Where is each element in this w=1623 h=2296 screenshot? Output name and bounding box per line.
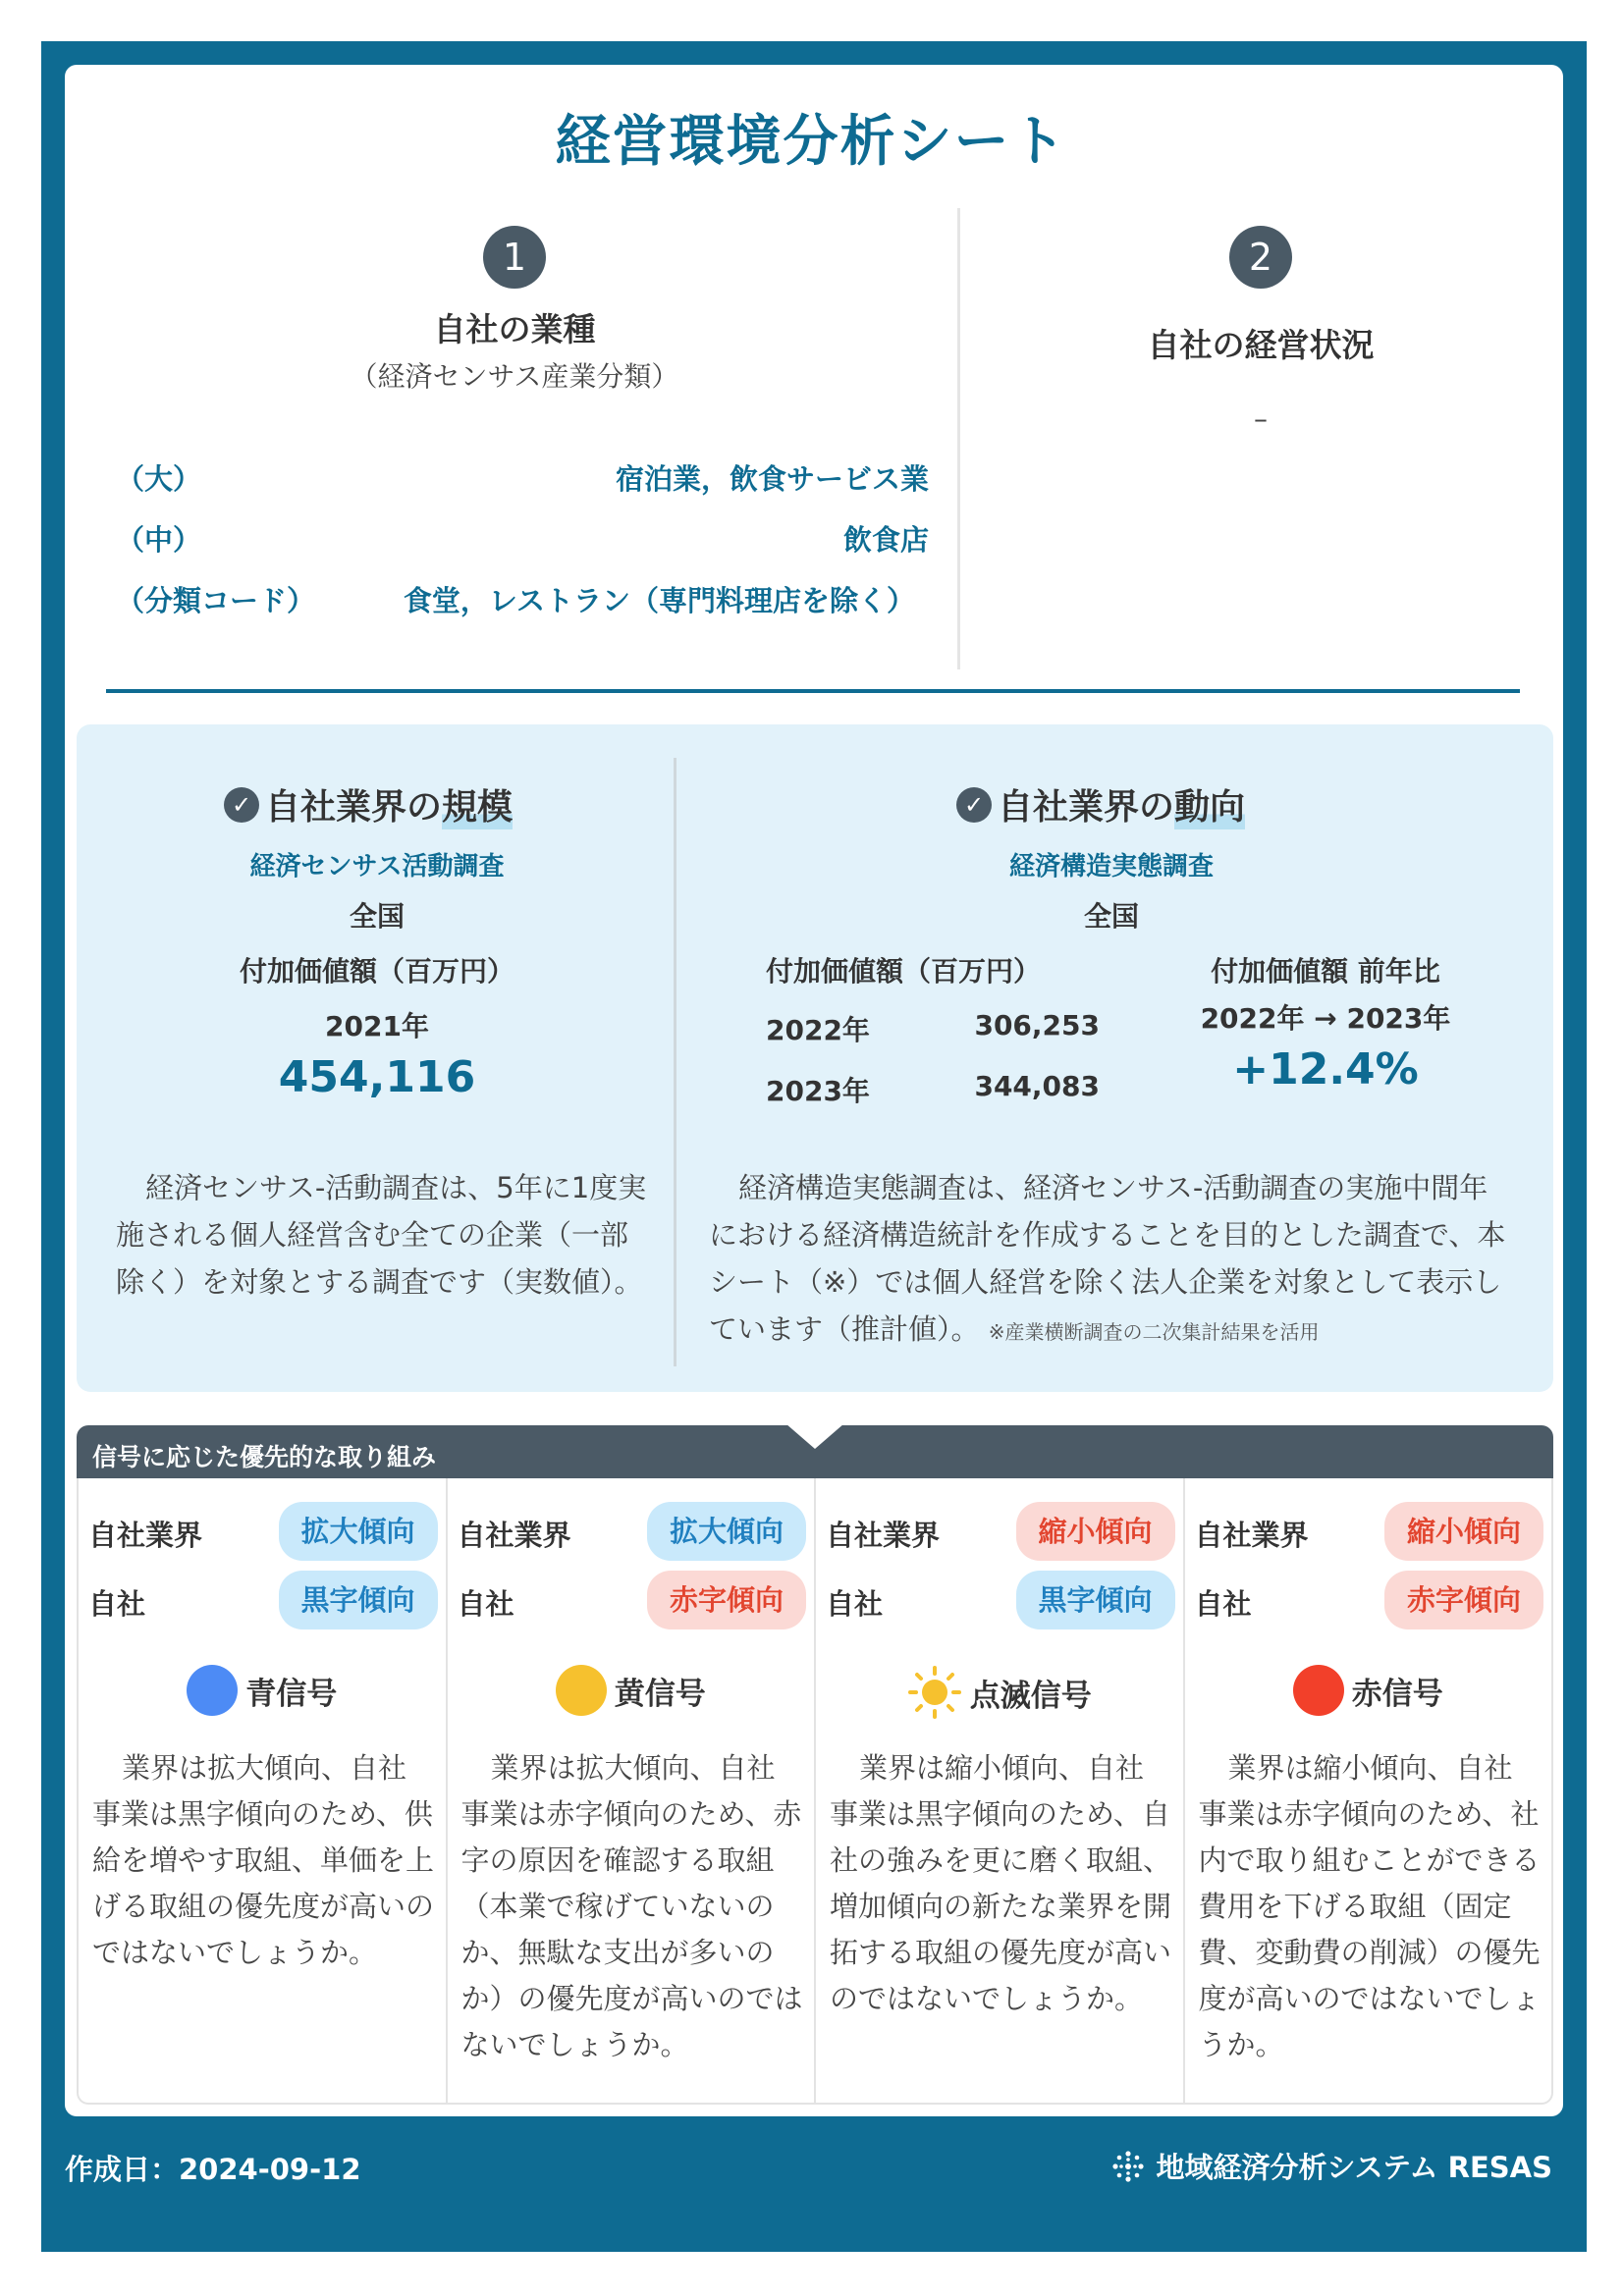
industry-medium-value: 飲食店 [842, 523, 929, 557]
trend-value-2023: 344,083 [974, 1070, 1100, 1102]
trend-heading-prefix: 自社業界の [998, 787, 1175, 828]
trend-yoy-period: 2022年 → 2023年 [1200, 1002, 1451, 1035]
scale-metric: 付加価値額（百万円） [239, 955, 514, 988]
scale-source: 経済センサス活動調査 [249, 852, 505, 881]
stats-divider [674, 758, 676, 1366]
trend-value-2022: 306,253 [974, 1009, 1100, 1041]
section2-value: – [1254, 402, 1268, 435]
scale-year: 2021年 [325, 1010, 429, 1042]
trend-note: ※産業横断調査の二次集計結果を活用 [988, 1320, 1320, 1344]
section2-number-badge: 2 [1229, 226, 1292, 289]
signal-description: 業界は拡大傾向、自社事業は黒字傾向のため、供給を増やす取組、単価を上げる取組の優先度が高いのではないでしょうか。 [92, 1751, 435, 1969]
signal-column-blinking [816, 1478, 1185, 2103]
scale-heading [224, 779, 513, 829]
signal-description: 業界は拡大傾向、自社事業は赤字傾向のため、赤字の原因を確認する取組（本業で稼げていないのか、無駄な支出が多いのか）の優先度が高いのではないでしょうか。 [460, 1751, 803, 2061]
industry-medium-label: （中） [116, 523, 202, 557]
industry-code-label: （分類コード） [116, 584, 316, 617]
scale-value: 454,116 [278, 1052, 476, 1102]
industry-label: 自社業界 [826, 1519, 941, 1552]
trend-yoy-value: +12.4% [1232, 1044, 1419, 1095]
header-rule [106, 689, 1520, 693]
scale-heading-highlight: 規模 [442, 779, 513, 829]
industry-trend-badge: 縮小傾向 [1016, 1502, 1175, 1561]
signal-name: 青信号 [245, 1676, 338, 1712]
section1-number-badge: 1 [483, 226, 546, 289]
industry-large-value: 宿泊業，飲食サービス業 [615, 462, 929, 496]
scale-description: 経済センサス-活動調査は、5年に1度実施される個人経営含む全ての企業（一部除く）を対象とする調査です（実数値）。 [116, 1171, 647, 1299]
company-label: 自社 [457, 1587, 514, 1621]
page-title: 経営環境分析シート [555, 110, 1068, 174]
industry-trend-badge: 拡大傾向 [279, 1502, 438, 1561]
trend-description [709, 1164, 1514, 1356]
trend-metric: 付加価値額（百万円） [766, 955, 1042, 988]
trend-heading-highlight: 動向 [1174, 779, 1245, 829]
signal-bar-notch [785, 1423, 844, 1449]
company-label: 自社 [88, 1587, 146, 1621]
resas-logo-icon [1109, 2147, 1148, 2186]
company-label: 自社 [826, 1587, 884, 1621]
company-trend-badge: 赤字傾向 [1384, 1571, 1543, 1629]
blue-signal-icon [187, 1665, 238, 1716]
industry-trend-badge: 縮小傾向 [1384, 1502, 1543, 1561]
company-trend-badge: 黒字傾向 [1016, 1571, 1175, 1629]
signal-description: 業界は縮小傾向、自社事業は赤字傾向のため、社内で取り組むことができる費用を下げる取組（固定費、変動費の削減）の優先度が高いのではないでしょうか。 [1198, 1751, 1541, 2061]
industry-label: 自社業界 [457, 1519, 571, 1552]
signal-column-blue [79, 1478, 448, 2103]
signal-heading [79, 1665, 446, 1716]
industry-large-label: （大） [116, 462, 202, 496]
trend-yoy-label: 付加価値額 前年比 [1211, 955, 1440, 988]
company-label: 自社 [1194, 1587, 1252, 1621]
yellow-signal-icon [556, 1665, 607, 1716]
signal-heading [1185, 1665, 1552, 1716]
red-signal-icon [1293, 1665, 1344, 1716]
blinking-signal-icon [907, 1665, 962, 1720]
section-divider [957, 208, 960, 669]
signal-bar-title: 信号に応じた優先的な取り組み [92, 1443, 437, 1471]
company-trend-badge: 黒字傾向 [279, 1571, 438, 1629]
check-circle-icon: ✓ [224, 787, 259, 823]
trend-heading [956, 779, 1245, 829]
brand [1109, 2146, 1552, 2186]
industry-label: 自社業界 [88, 1519, 203, 1552]
signal-heading [448, 1665, 815, 1716]
trend-year-2023: 2023年 [766, 1075, 870, 1107]
company-trend-badge: 赤字傾向 [647, 1571, 806, 1629]
industry-label: 自社業界 [1194, 1519, 1309, 1552]
signal-name: 赤信号 [1351, 1676, 1443, 1712]
signal-heading [816, 1665, 1183, 1720]
check-circle-icon: ✓ [956, 787, 992, 823]
signal-columns [77, 1478, 1553, 2105]
industry-trend-badge: 拡大傾向 [647, 1502, 806, 1561]
creation-date: 作成日：2024-09-12 [65, 2153, 361, 2186]
section1-title: 自社の業種 [433, 310, 596, 348]
scale-region: 全国 [349, 900, 405, 933]
signal-description: 業界は縮小傾向、自社事業は黒字傾向のため、自社の強みを更に磨く取組、増加傾向の新たな業界を開拓する取組の優先度が高いのではないでしょうか。 [830, 1751, 1172, 2015]
section1-subtitle: （経済センサス産業分類） [350, 360, 679, 393]
brand-name: 地域経済分析システム RESAS [1156, 2151, 1552, 2184]
trend-source: 経済構造実態調査 [1008, 852, 1214, 881]
section2-title: 自社の経営状況 [1147, 326, 1375, 364]
industry-code-value: 食堂，レストラン（専門料理店を除く） [403, 584, 915, 617]
trend-description-text: 経済構造実態調査は、経済センサス-活動調査の実施中間年における経済構造統計を作成することを目的とした調査で、本シート（※）では個人経営を除く法人企業を対象として表示しています（推計値）。 [709, 1171, 1506, 1346]
scale-heading-prefix: 自社業界の [265, 787, 443, 828]
signal-column-yellow [448, 1478, 817, 2103]
trend-region: 全国 [1083, 900, 1139, 933]
signal-name: 黄信号 [614, 1676, 706, 1712]
signal-column-red [1185, 1478, 1552, 2103]
trend-year-2022: 2022年 [766, 1014, 870, 1046]
signal-name: 点滅信号 [969, 1678, 1092, 1714]
